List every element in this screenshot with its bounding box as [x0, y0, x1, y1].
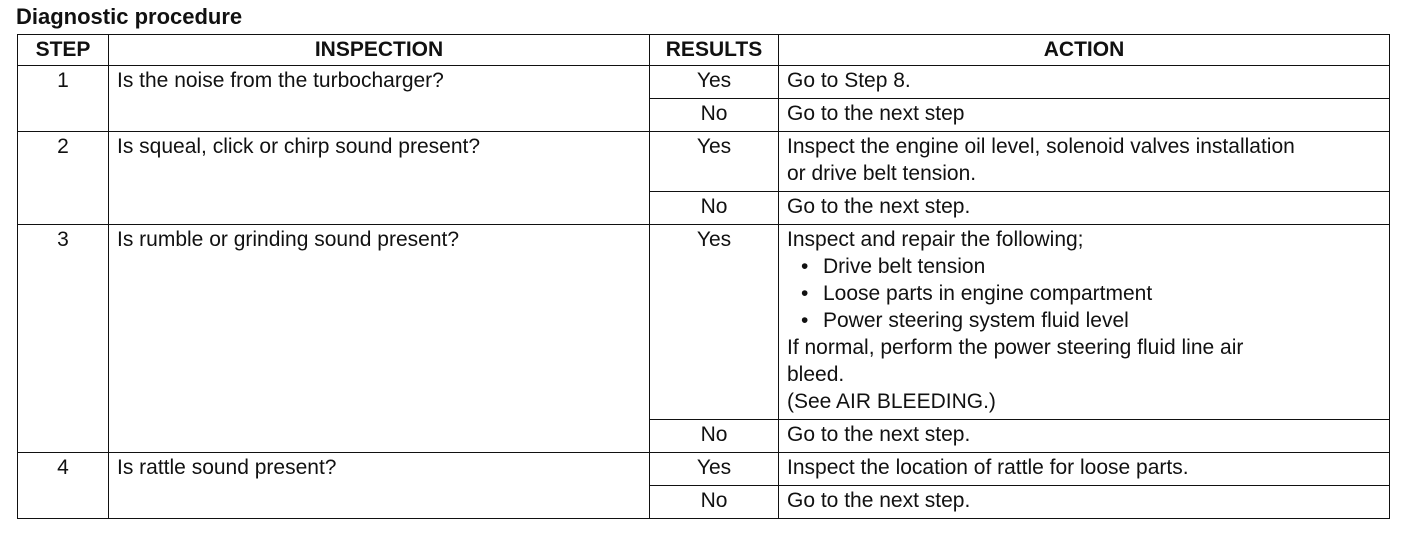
action-line: If normal, perform the power steering fluid line air — [787, 336, 1244, 359]
header-inspection: INSPECTION — [109, 35, 650, 66]
bullet-item — [801, 253, 1381, 280]
action-cell: Go to the next step. — [779, 486, 1390, 519]
step-number: 4 — [18, 453, 109, 519]
action-line: bleed. — [787, 363, 845, 386]
table-row — [18, 453, 1390, 486]
inspection-cell: Is the noise from the turbocharger? — [109, 66, 650, 132]
bullet-icon: • — [801, 282, 809, 305]
bullet-item — [801, 280, 1381, 307]
bullet-text: Power steering system fluid level — [823, 309, 1129, 332]
result-yes: Yes — [650, 66, 779, 99]
step-number: 3 — [18, 225, 109, 453]
bullet-list — [787, 253, 1381, 334]
result-no: No — [650, 486, 779, 519]
action-intro: Inspect and repair the following; — [787, 228, 1084, 251]
result-yes: Yes — [650, 453, 779, 486]
result-yes: Yes — [650, 132, 779, 192]
result-no: No — [650, 420, 779, 453]
bullet-icon: • — [801, 255, 809, 278]
header-step: STEP — [18, 35, 109, 66]
step-number: 2 — [18, 132, 109, 225]
bullet-icon: • — [801, 309, 809, 332]
action-cell: Go to the next step. — [779, 192, 1390, 225]
result-yes: Yes — [650, 225, 779, 420]
page-title: Diagnostic procedure — [16, 4, 243, 29]
step-number: 1 — [18, 66, 109, 132]
inspection-cell: Is squeal, click or chirp sound present? — [109, 132, 650, 225]
action-cell — [779, 225, 1390, 420]
bullet-text: Loose parts in engine compartment — [823, 282, 1153, 305]
inspection-cell: Is rattle sound present? — [109, 453, 650, 519]
action-cell: Go to the next step — [779, 99, 1390, 132]
action-cell: Go to the next step. — [779, 420, 1390, 453]
diagnostic-table — [17, 34, 1390, 519]
bullet-item — [801, 307, 1381, 334]
action-line: or drive belt tension. — [787, 162, 977, 185]
action-line: (See AIR BLEEDING.) — [787, 390, 996, 413]
table-row — [18, 66, 1390, 99]
header-row — [18, 35, 1390, 66]
action-cell: Go to Step 8. — [779, 66, 1390, 99]
header-action: ACTION — [779, 35, 1390, 66]
table-row — [18, 132, 1390, 192]
action-cell — [779, 132, 1390, 192]
header-results: RESULTS — [650, 35, 779, 66]
result-no: No — [650, 192, 779, 225]
action-cell: Inspect the location of rattle for loose parts. — [779, 453, 1390, 486]
table-row — [18, 225, 1390, 420]
result-no: No — [650, 99, 779, 132]
inspection-cell: Is rumble or grinding sound present? — [109, 225, 650, 453]
action-line: Inspect the engine oil level, solenoid valves installation — [787, 135, 1295, 158]
bullet-text: Drive belt tension — [823, 255, 986, 278]
